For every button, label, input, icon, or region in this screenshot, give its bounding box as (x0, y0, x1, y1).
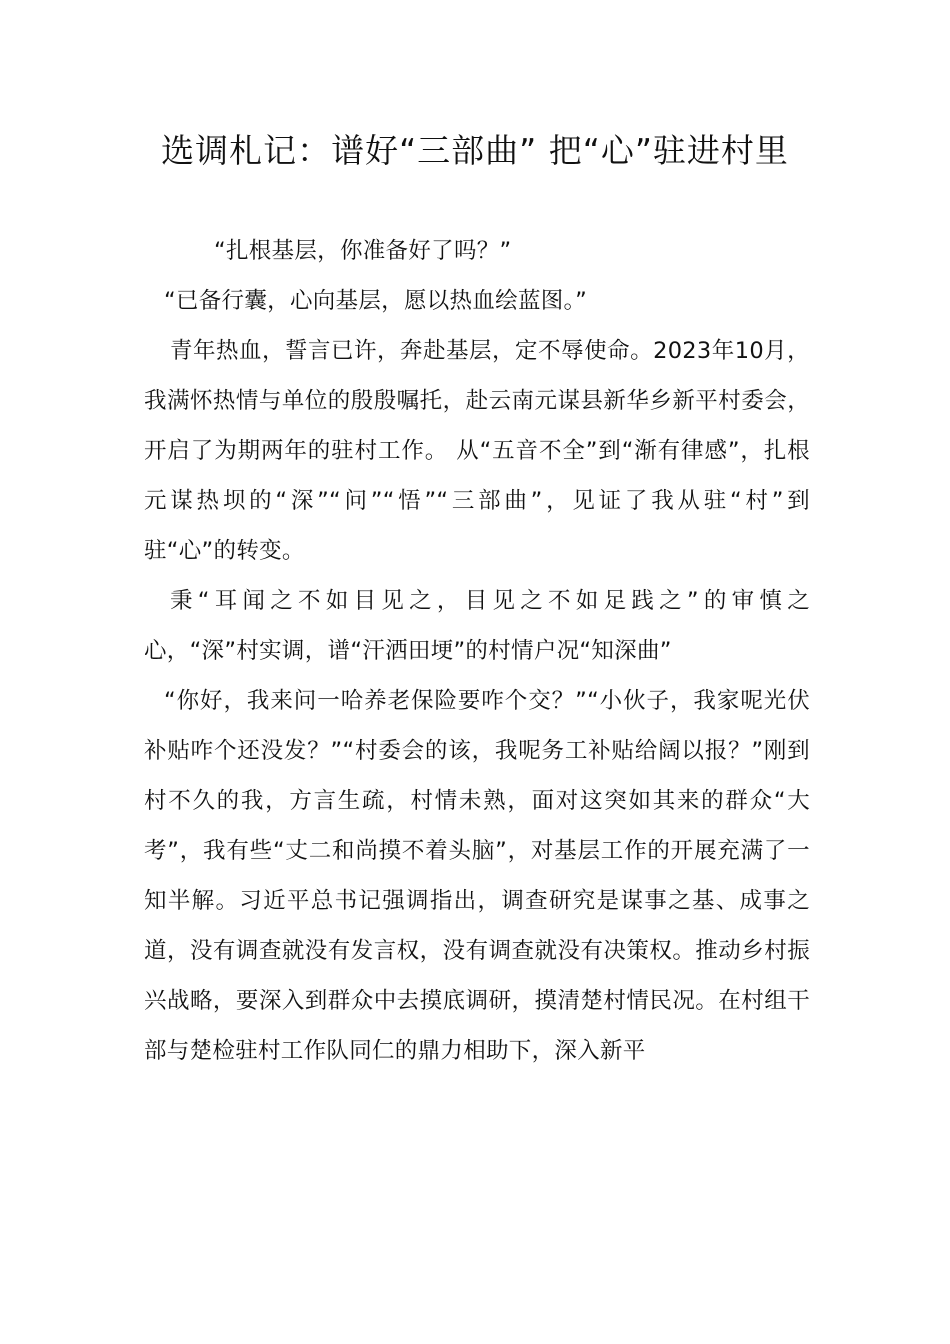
paragraph-research: “你好，我来问一哈养老保险要咋个交？”“小伙子，我家呢光伏补贴咋个还没发？”“村委会的该，我呢务工补贴给阔以报？”刚到村不久的我，方言生疏，村情未熟，面对这突如其来的群众“大考”，我有些“丈二和尚摸不着头脑”，对基层工作的开展充满了一知半解。习近平总书记强调指出，调查研究是谋事之基、成事之道，没有调查就没有发言权，没有调查就没有决策权。推动乡村振兴战略，要深入到群众中去摸底调研，摸清楚村情民况。在村组干部与楚检驻村工作队同仁的鼎力相助下，深入新平 (144, 688, 810, 1064)
document-body (144, 226, 810, 1076)
paragraph-question: “扎根基层，你准备好了吗？” (214, 238, 512, 264)
paragraph-answer: “已备行囊，心向基层，愿以热血绘蓝图。” (164, 288, 588, 314)
paragraph-section-heading: 秉“耳闻之不如目见之，目见之不如足践之”的审慎之心，“深”村实调，谱“汗洒田埂”的村情户况“知深曲” (144, 588, 810, 664)
paragraph-intro: 青年热血，誓言已许，奔赴基层，定不辱使命。2023年10月，我满怀热情与单位的殷殷嘱托，赴云南元谋县新华乡新平村委会，开启了为期两年的驻村工作。 从“五音不全”到“渐有律感”，扎根元谋热坝的“深”“问”“悟”“三部曲”，见证了我从驻“村”到驻“心”的转变。 (144, 338, 810, 564)
document-title: 选调札记：谱好“三部曲” 把“心”驻进村里 (161, 131, 789, 170)
